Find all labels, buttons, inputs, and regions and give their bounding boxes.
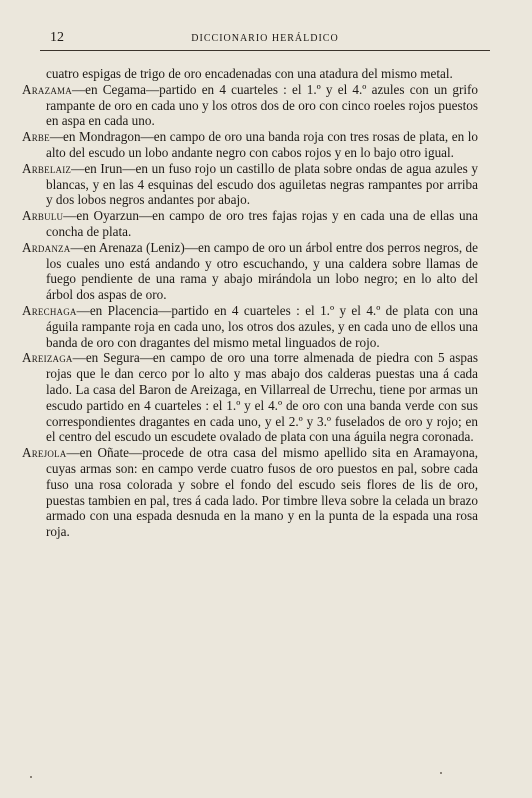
entry-text: —en Placencia—partido en 4 cuarteles : el 1.º y el 4.º de plata con una águila rampante roja en cada uno, los otros dos azules, y en cada uno de ellos una banda de oro con dragantes del mismo metal linguados de rojo. [46, 302, 478, 350]
entry-text: cuatro espigas de trigo de oro encadenadas con una atadura del mismo metal. [46, 66, 453, 81]
paper-speck [30, 776, 32, 778]
paper-speck [440, 772, 442, 774]
entry-text: —en Cegama—partido en 4 cuarteles : el 1.º y el 4.º azules con un grifo rampante de oro en cada uno y los otros dos de oro con cinco roeles rojos puestos en aspa en cada uno. [46, 81, 478, 129]
entry-ardanza [22, 240, 478, 303]
entry-headword: Arbulu [22, 208, 64, 224]
entry-text: —en Oñate—procede de otra casa del mismo apellido sita en Aramayona, cuyas armas son: en campo verde cuatro fusos de oro puestos en pal, sobre cada fuso una rosa colorada y sobre el fondo del escudo seis flores de lis de oro, puestas tambien en pal, tres á cada lado. Por timbre lleva sobre la celada un brazo armado con una espada desnuda en la mano y en la punta de la espada una rosa roja. [46, 445, 478, 540]
entry-headword: Arazama [22, 81, 72, 97]
entry-text: —en Arenaza (Leniz)—en campo de oro un árbol entre dos perros negros, de los cuales uno está andando y otro escuchando, y una caldera sobre llamas de fuego pendiente de una rama y abajo mirándola un lobo negro; en lo alto del árbol dos aspas de oro. [46, 239, 478, 303]
running-title: DICCIONARIO HERÁLDICO [191, 33, 339, 44]
entry-arbe [22, 129, 478, 161]
entry-arejola [22, 445, 478, 540]
entry-text: —en Oyarzun—en campo de oro tres fajas rojas y en cada una de ellas una concha de plata. [46, 208, 478, 239]
entry-headword: Areizaga [22, 350, 73, 366]
entry-headword: Arechaga [22, 302, 77, 318]
entry-arbelaiz [22, 161, 478, 208]
entry-text: —en Segura—en campo de oro una torre almenada de piedra con 5 aspas rojas que le dan cerco por lo alto y mas abajo dos calderas puestas una á cada lado. La casa del Baron de Areizaga, en Villarreal de Urrechu, tiene por armas un escudo partido en 4 cuarteles : el 1.º y el 4.º de oro con una banda verde con sus correspondientes dragantes en cada uno, y el 2.º y 3.º fuselados de oro y rojo; en el centro del escudo un escudete ovalado de plata con una águila negra coronada. [46, 350, 478, 445]
page-header [40, 30, 490, 51]
entry-headword: Ardanza [22, 239, 71, 255]
entry-headword: Arbe [22, 129, 50, 145]
entry-text: —en Mondragon—en campo de oro una banda roja con tres rosas de plata, en lo alto del escudo un lobo andante negro con cabos rojos y en lo bajo otro igual. [46, 129, 478, 160]
entry-text: —en Irun—en un fuso rojo un castillo de plata sobre ondas de agua azules y blancas, y en las 4 esquinas del escudo dos aguiletas negras rampantes por arriba y dos lobos negros andantes por abajo. [46, 160, 478, 208]
entry-areizaga [22, 350, 478, 445]
page-number: 12 [50, 30, 64, 45]
entry-arbulu [22, 208, 478, 240]
entry-arazama [22, 82, 478, 129]
entry-continuation [22, 66, 478, 82]
entry-arechaga [22, 303, 478, 350]
entry-headword: Arejola [22, 445, 67, 461]
body-text [22, 66, 478, 540]
entry-headword: Arbelaiz [22, 160, 72, 176]
